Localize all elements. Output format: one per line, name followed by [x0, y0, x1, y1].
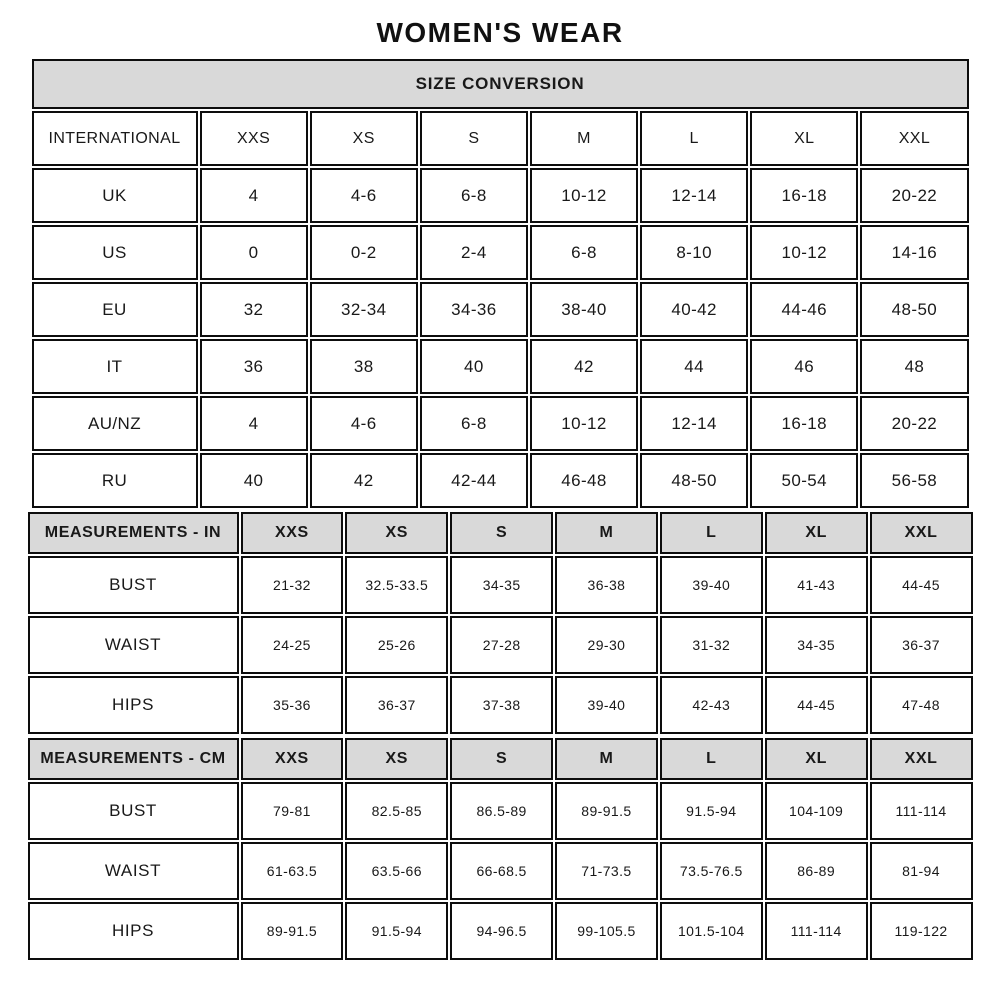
cell-ru-m: 46-48 — [530, 453, 638, 508]
cell-uk-xs: 4-6 — [310, 168, 418, 223]
cell-it-xs: 38 — [310, 339, 418, 394]
column-header-xs: XS — [310, 111, 418, 166]
cell-it-xl: 46 — [750, 339, 858, 394]
column-header-measurements-cm: MEASUREMENTS - CM — [28, 738, 239, 780]
cell-waist-l: 31-32 — [660, 616, 763, 674]
cell-bust-s: 86.5-89 — [450, 782, 553, 840]
cell-uk-m: 10-12 — [530, 168, 638, 223]
cell-bust-l: 39-40 — [660, 556, 763, 614]
column-header-m: M — [555, 512, 658, 554]
cell-bust-m: 89-91.5 — [555, 782, 658, 840]
row-label-bust: BUST — [28, 556, 239, 614]
column-header-xxs: XXS — [241, 738, 344, 780]
cell-waist-xl: 34-35 — [765, 616, 868, 674]
cell-hips-xs: 91.5-94 — [345, 902, 448, 960]
cell-hips-xxs: 35-36 — [241, 676, 344, 734]
cell-ru-s: 42-44 — [420, 453, 528, 508]
cell-bust-xs: 82.5-85 — [345, 782, 448, 840]
cell-bust-s: 34-35 — [450, 556, 553, 614]
column-header-m: M — [530, 111, 638, 166]
column-header-xxs: XXS — [241, 512, 344, 554]
column-header-xs: XS — [345, 738, 448, 780]
cell-eu-xxs: 32 — [200, 282, 308, 337]
table-title-banner: SIZE CONVERSION — [32, 59, 969, 109]
cell-it-s: 40 — [420, 339, 528, 394]
column-header-measurements-in: MEASUREMENTS - IN — [28, 512, 239, 554]
cell-us-xxl: 14-16 — [860, 225, 968, 280]
cell-waist-xs: 63.5-66 — [345, 842, 448, 900]
column-header-international: INTERNATIONAL — [32, 111, 198, 166]
row-label-ru: RU — [32, 453, 198, 508]
row-label-uk: UK — [32, 168, 198, 223]
cell-it-m: 42 — [530, 339, 638, 394]
cell-hips-l: 42-43 — [660, 676, 763, 734]
column-header-xl: XL — [765, 738, 868, 780]
column-header-xl: XL — [750, 111, 858, 166]
cell-hips-m: 99-105.5 — [555, 902, 658, 960]
cell-eu-s: 34-36 — [420, 282, 528, 337]
cell-us-s: 2-4 — [420, 225, 528, 280]
cell-eu-l: 40-42 — [640, 282, 748, 337]
cell-ru-xl: 50-54 — [750, 453, 858, 508]
measurements-in-table — [26, 510, 975, 736]
cell-uk-l: 12-14 — [640, 168, 748, 223]
column-header-m: M — [555, 738, 658, 780]
cell-waist-xxs: 61-63.5 — [241, 842, 344, 900]
cell-au-nz-m: 10-12 — [530, 396, 638, 451]
page-title: WOMEN'S WEAR — [376, 17, 624, 48]
row-label-us: US — [32, 225, 198, 280]
cell-bust-l: 91.5-94 — [660, 782, 763, 840]
cell-hips-s: 94-96.5 — [450, 902, 553, 960]
cell-hips-xxl: 119-122 — [870, 902, 973, 960]
cell-eu-xs: 32-34 — [310, 282, 418, 337]
column-header-l: L — [660, 512, 763, 554]
row-label-hips: HIPS — [28, 676, 239, 734]
cell-waist-xs: 25-26 — [345, 616, 448, 674]
cell-us-xs: 0-2 — [310, 225, 418, 280]
cell-bust-xxl: 44-45 — [870, 556, 973, 614]
row-label-eu: EU — [32, 282, 198, 337]
cell-au-nz-xxl: 20-22 — [860, 396, 968, 451]
cell-it-xxl: 48 — [860, 339, 968, 394]
cell-bust-xxl: 111-114 — [870, 782, 973, 840]
column-header-l: L — [640, 111, 748, 166]
cell-bust-xl: 104-109 — [765, 782, 868, 840]
cell-it-l: 44 — [640, 339, 748, 394]
cell-hips-xs: 36-37 — [345, 676, 448, 734]
cell-uk-xxs: 4 — [200, 168, 308, 223]
row-label-it: IT — [32, 339, 198, 394]
cell-uk-xl: 16-18 — [750, 168, 858, 223]
cell-us-xxs: 0 — [200, 225, 308, 280]
column-header-s: S — [450, 738, 553, 780]
cell-bust-m: 36-38 — [555, 556, 658, 614]
cell-us-m: 6-8 — [530, 225, 638, 280]
cell-bust-xl: 41-43 — [765, 556, 868, 614]
row-label-waist: WAIST — [28, 842, 239, 900]
cell-waist-m: 71-73.5 — [555, 842, 658, 900]
column-header-l: L — [660, 738, 763, 780]
row-label-waist: WAIST — [28, 616, 239, 674]
cell-bust-xs: 32.5-33.5 — [345, 556, 448, 614]
cell-it-xxs: 36 — [200, 339, 308, 394]
cell-hips-xxl: 47-48 — [870, 676, 973, 734]
cell-ru-xxl: 56-58 — [860, 453, 968, 508]
cell-au-nz-xl: 16-18 — [750, 396, 858, 451]
cell-ru-l: 48-50 — [640, 453, 748, 508]
cell-eu-m: 38-40 — [530, 282, 638, 337]
cell-waist-l: 73.5-76.5 — [660, 842, 763, 900]
size-conversion-table — [30, 57, 971, 510]
cell-waist-m: 29-30 — [555, 616, 658, 674]
column-header-xs: XS — [345, 512, 448, 554]
cell-ru-xs: 42 — [310, 453, 418, 508]
column-header-xxl: XXL — [870, 738, 973, 780]
cell-waist-s: 66-68.5 — [450, 842, 553, 900]
row-label-hips: HIPS — [28, 902, 239, 960]
cell-uk-s: 6-8 — [420, 168, 528, 223]
column-header-s: S — [450, 512, 553, 554]
cell-au-nz-xs: 4-6 — [310, 396, 418, 451]
cell-eu-xxl: 48-50 — [860, 282, 968, 337]
column-header-xxs: XXS — [200, 111, 308, 166]
cell-hips-xl: 44-45 — [765, 676, 868, 734]
cell-hips-l: 101.5-104 — [660, 902, 763, 960]
cell-waist-xl: 86-89 — [765, 842, 868, 900]
cell-us-l: 8-10 — [640, 225, 748, 280]
cell-uk-xxl: 20-22 — [860, 168, 968, 223]
measurements-cm-table — [26, 736, 975, 962]
cell-au-nz-xxs: 4 — [200, 396, 308, 451]
cell-eu-xl: 44-46 — [750, 282, 858, 337]
cell-hips-s: 37-38 — [450, 676, 553, 734]
column-header-s: S — [420, 111, 528, 166]
column-header-xl: XL — [765, 512, 868, 554]
cell-waist-s: 27-28 — [450, 616, 553, 674]
cell-waist-xxs: 24-25 — [241, 616, 344, 674]
cell-ru-xxs: 40 — [200, 453, 308, 508]
cell-hips-m: 39-40 — [555, 676, 658, 734]
cell-us-xl: 10-12 — [750, 225, 858, 280]
cell-au-nz-l: 12-14 — [640, 396, 748, 451]
cell-hips-xl: 111-114 — [765, 902, 868, 960]
cell-bust-xxs: 79-81 — [241, 782, 344, 840]
cell-au-nz-s: 6-8 — [420, 396, 528, 451]
cell-waist-xxl: 81-94 — [870, 842, 973, 900]
cell-waist-xxl: 36-37 — [870, 616, 973, 674]
cell-bust-xxs: 21-32 — [241, 556, 344, 614]
column-header-xxl: XXL — [870, 512, 973, 554]
cell-hips-xxs: 89-91.5 — [241, 902, 344, 960]
row-label-bust: BUST — [28, 782, 239, 840]
row-label-au-nz: AU/NZ — [32, 396, 198, 451]
column-header-xxl: XXL — [860, 111, 968, 166]
